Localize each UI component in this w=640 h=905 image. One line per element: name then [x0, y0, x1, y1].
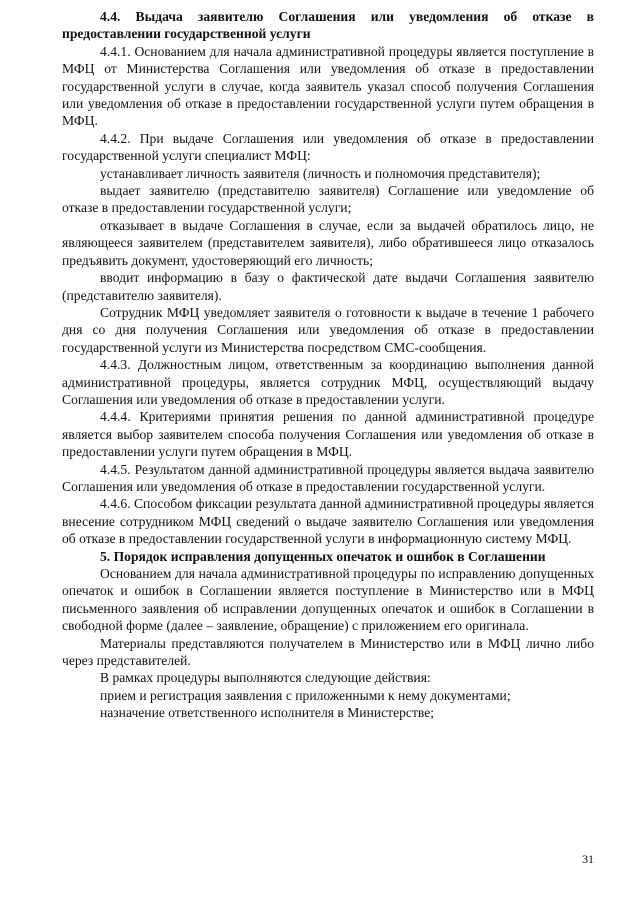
- paragraph-5-actions: В рамках процедуры выполняются следующие действия:: [100, 670, 431, 686]
- section-heading-4-4: 4.4. Выдача заявителю Соглашения или уведомления об отказе в предоставлении государственной услуги: [62, 9, 594, 42]
- paragraph-5-reception: прием и регистрация заявления с приложенными к нему документами;: [100, 687, 511, 703]
- document-page: [62, 8, 594, 722]
- paragraph-5-materials: Материалы представляются получателем в Министерство или в МФЦ лично либо через представителей.: [62, 635, 594, 669]
- paragraph-enter-date: вводит информацию в базу о фактической дате выдачи Соглашения заявителю (представителю заявителя).: [62, 270, 594, 303]
- paragraph-identity-check: устанавливает личность заявителя (личность и полномочия представителя);: [100, 165, 541, 181]
- paragraph-5-basis: Основанием для начала административной процедуры по исправлению допущенных опечаток и ошибок в Соглашении является поступление в Министерство или в МФЦ письменного заявления об исправлении допущенных опечаток и ошибок в Соглашении в свободной форме (далее – заявление, обращение) с приложением его оригинала.: [62, 566, 594, 634]
- paragraph-sms-notice: Сотрудник МФЦ уведомляет заявителя о готовности к выдаче в течение 1 рабочего дня со дня получения Соглашения или уведомления об отказе в предоставлении государственной услуги из Министерства посредством СМС-сообщения.: [62, 304, 594, 355]
- paragraph-4-4-6: 4.4.6. Способом фиксации результата данной административной процедуры является внесение сотрудником МФЦ сведений о выдаче заявителю Соглашения или уведомления об отказе в предоставлении государственной услуги в информационную систему МФЦ.: [62, 496, 594, 547]
- paragraph-4-4-1: 4.4.1. Основанием для начала административной процедуры является поступление в МФЦ от Министерства Соглашения или уведомления об отказе в предоставлении государственной услуги в случае, когда заявитель указал способ получения Соглашения или уведомления об отказе в предоставлении государственной услуги путем обращения в МФЦ.: [62, 43, 594, 129]
- page-number: 31: [582, 852, 594, 866]
- paragraph-5-assignment: назначение ответственного исполнителя в Министерстве;: [100, 705, 435, 721]
- section-heading-5: 5. Порядок исправления допущенных опечаток и ошибок в Соглашении: [100, 548, 546, 564]
- paragraph-4-4-3: 4.4.3. Должностным лицом, ответственным за координацию выполнения данной административной процедуры, является сотрудник МФЦ, осуществляющий выдачу Соглашения или уведомления об отказе в предоставлении услуги.: [62, 357, 594, 407]
- paragraph-4-4-2: 4.4.2. При выдаче Соглашения или уведомления об отказе в предоставлении государственной услуги специалист МФЦ:: [62, 130, 594, 164]
- paragraph-4-4-5: 4.4.5. Результатом данной административной процедуры является выдача заявителю Соглашения или уведомления об отказе в предоставлении государственной услуги.: [62, 461, 594, 494]
- paragraph-refusal: отказывает в выдаче Соглашения в случае, если за выдачей обратилось лицо, не являющееся заявителем (представителем заявителя), либо обратившееся лицо отказалось предъявить документ, удостоверяющий его личность;: [62, 217, 594, 268]
- paragraph-issue-agreement: выдает заявителю (представителю заявителя) Соглашение или уведомление об отказе в предоставлении государственной услуги;: [62, 183, 594, 216]
- paragraph-4-4-4: 4.4.4. Критериями принятия решения по данной административной процедуре является выбор заявителем способа получения Соглашения или уведомления об отказе в предоставлении услуги путем обращения в МФЦ.: [62, 409, 594, 460]
